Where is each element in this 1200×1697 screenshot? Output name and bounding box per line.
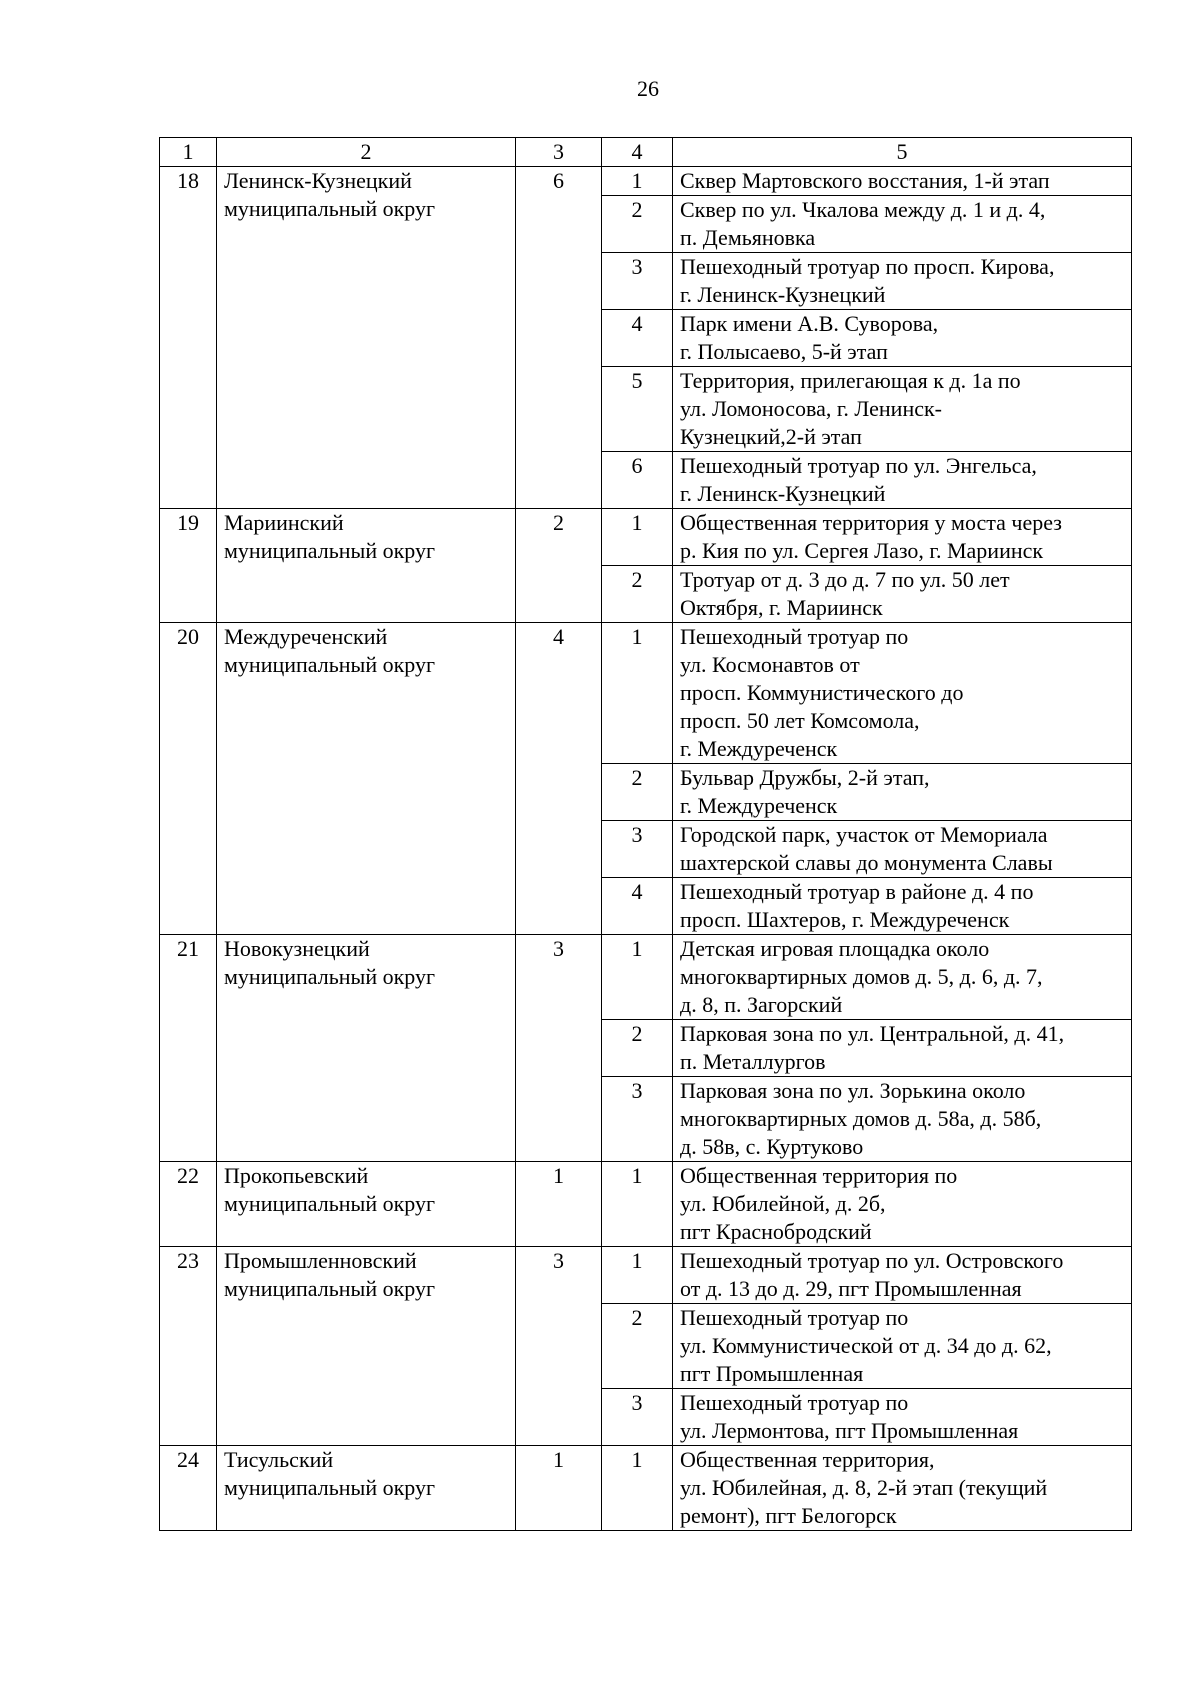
header-cell: 1 — [160, 138, 217, 167]
item-number: 1 — [602, 935, 673, 1020]
table-header-row — [160, 138, 1132, 167]
item-number: 3 — [602, 821, 673, 878]
row-number: 23 — [160, 1247, 217, 1446]
district-name: Мариинский муниципальный округ — [217, 509, 516, 623]
object-count: 3 — [516, 1247, 602, 1446]
district-name: Тисульский муниципальный округ — [217, 1446, 516, 1531]
district-name: Промышленновский муниципальный округ — [217, 1247, 516, 1446]
item-description: Общественная территория, ул. Юбилейная, д. 8, 2-й этап (текущий ремонт), пгт Белогорск — [673, 1446, 1132, 1531]
item-number: 6 — [602, 452, 673, 509]
header-cell: 4 — [602, 138, 673, 167]
item-number: 4 — [602, 310, 673, 367]
page-number: 26 — [637, 76, 659, 101]
item-number: 1 — [602, 509, 673, 566]
table-row — [160, 1162, 1132, 1247]
item-number: 4 — [602, 878, 673, 935]
item-description: Общественная территория по ул. Юбилейной, д. 2б, пгт Краснобродский — [673, 1162, 1132, 1247]
item-number: 2 — [602, 566, 673, 623]
item-description: Общественная территория у моста через р. Кия по ул. Сергея Лазо, г. Мариинск — [673, 509, 1132, 566]
item-description: Сквер Мартовского восстания, 1-й этап — [673, 167, 1132, 196]
item-number: 2 — [602, 1020, 673, 1077]
item-number: 3 — [602, 1077, 673, 1162]
object-count: 3 — [516, 935, 602, 1162]
object-count: 6 — [516, 167, 602, 509]
item-number: 2 — [602, 764, 673, 821]
data-table — [159, 137, 1132, 1531]
item-description: Парковая зона по ул. Зорькина около многоквартирных домов д. 58а, д. 58б, д. 58в, с. Куртуково — [673, 1077, 1132, 1162]
district-name: Ленинск-Кузнецкий муниципальный округ — [217, 167, 516, 509]
district-name: Междуреченский муниципальный округ — [217, 623, 516, 935]
table-row — [160, 623, 1132, 764]
item-number: 1 — [602, 1162, 673, 1247]
item-number: 1 — [602, 167, 673, 196]
item-description: Детская игровая площадка около многоквартирных домов д. 5, д. 6, д. 7, д. 8, п. Загорский — [673, 935, 1132, 1020]
row-number: 22 — [160, 1162, 217, 1247]
item-number: 2 — [602, 1304, 673, 1389]
item-description: Пешеходный тротуар в районе д. 4 по просп. Шахтеров, г. Междуреченск — [673, 878, 1132, 935]
table-row — [160, 935, 1132, 1020]
object-count: 1 — [516, 1446, 602, 1531]
item-description: Пешеходный тротуар по ул. Коммунистической от д. 34 до д. 62, пгт Промышленная — [673, 1304, 1132, 1389]
item-number: 1 — [602, 1446, 673, 1531]
header-cell: 2 — [217, 138, 516, 167]
item-description: Территория, прилегающая к д. 1а по ул. Ломоносова, г. Ленинск- Кузнецкий,2-й этап — [673, 367, 1132, 452]
item-description: Парковая зона по ул. Центральной, д. 41, п. Металлургов — [673, 1020, 1132, 1077]
table-row — [160, 1247, 1132, 1304]
item-number: 3 — [602, 253, 673, 310]
item-description: Городской парк, участок от Мемориала шахтерской славы до монумента Славы — [673, 821, 1132, 878]
row-number: 19 — [160, 509, 217, 623]
item-description: Парк имени А.В. Суворова, г. Полысаево, 5-й этап — [673, 310, 1132, 367]
district-name: Прокопьевский муниципальный округ — [217, 1162, 516, 1247]
table-row — [160, 1446, 1132, 1531]
item-number: 3 — [602, 1389, 673, 1446]
object-count: 1 — [516, 1162, 602, 1247]
item-number: 1 — [602, 623, 673, 764]
row-number: 20 — [160, 623, 217, 935]
item-description: Пешеходный тротуар по ул. Космонавтов от просп. Коммунистического до просп. 50 лет Комсомола, г. Междуреченск — [673, 623, 1132, 764]
table-row — [160, 167, 1132, 196]
item-description: Пешеходный тротуар по ул. Энгельса, г. Ленинск-Кузнецкий — [673, 452, 1132, 509]
item-description: Тротуар от д. 3 до д. 7 по ул. 50 лет Октября, г. Мариинск — [673, 566, 1132, 623]
district-name: Новокузнецкий муниципальный округ — [217, 935, 516, 1162]
object-count: 4 — [516, 623, 602, 935]
table-row — [160, 509, 1132, 566]
item-description: Пешеходный тротуар по ул. Лермонтова, пгт Промышленная — [673, 1389, 1132, 1446]
object-count: 2 — [516, 509, 602, 623]
item-description: Пешеходный тротуар по просп. Кирова, г. Ленинск-Кузнецкий — [673, 253, 1132, 310]
item-description: Сквер по ул. Чкалова между д. 1 и д. 4, п. Демьяновка — [673, 196, 1132, 253]
item-number: 2 — [602, 196, 673, 253]
header-cell: 3 — [516, 138, 602, 167]
item-description: Бульвар Дружбы, 2-й этап, г. Междуреченск — [673, 764, 1132, 821]
item-description: Пешеходный тротуар по ул. Островского от д. 13 до д. 29, пгт Промышленная — [673, 1247, 1132, 1304]
item-number: 1 — [602, 1247, 673, 1304]
row-number: 21 — [160, 935, 217, 1162]
row-number: 24 — [160, 1446, 217, 1531]
row-number: 18 — [160, 167, 217, 509]
item-number: 5 — [602, 367, 673, 452]
header-cell: 5 — [673, 138, 1132, 167]
